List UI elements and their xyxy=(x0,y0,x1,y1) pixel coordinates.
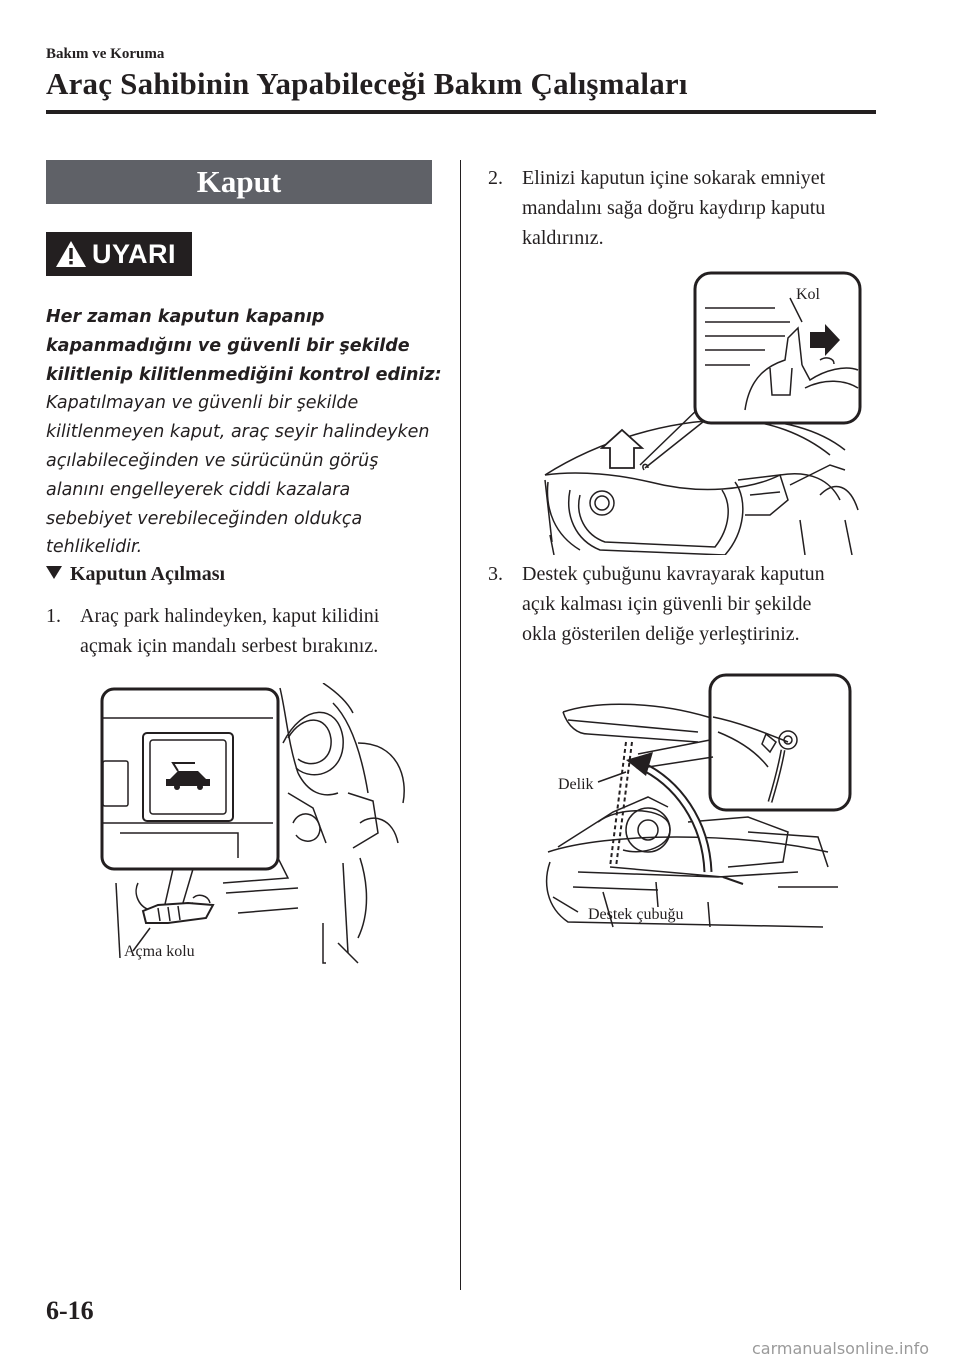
triangle-marker-icon xyxy=(46,566,62,579)
warning-body-line: tehlikelidir. xyxy=(46,537,143,558)
section-label: Bakım ve Koruma xyxy=(46,46,165,62)
subheading-text: Kaputun Açılması xyxy=(70,563,226,585)
support-rod-figure xyxy=(538,672,853,934)
warning-text xyxy=(46,303,442,562)
step-line: Destek çubuğunu kavrayarak kaputun xyxy=(522,563,825,585)
step-1 xyxy=(46,602,446,662)
warning-bold-line: kapanmadığını ve güvenli bir şekilde xyxy=(46,335,410,356)
figure-label-hole: Delik xyxy=(558,776,594,793)
column-divider xyxy=(460,160,461,1290)
page-number: 6-16 xyxy=(46,1296,94,1325)
chapter-title: Araç Sahibinin Yapabileceği Bakım Çalışmaları xyxy=(46,66,688,101)
warning-body-line: alanını engelleyerek ciddi kazalara xyxy=(46,479,351,500)
step-line: açık kalması için güvenli bir şekilde xyxy=(522,593,812,615)
safety-catch-figure xyxy=(540,270,865,555)
step-3 xyxy=(488,560,888,650)
step-number: 2. xyxy=(488,167,503,189)
step-line: açmak için mandalı serbest bırakınız. xyxy=(80,635,379,657)
figure-label-release-lever: Açma kolu xyxy=(124,943,195,960)
step-line: okla gösterilen deliğe yerleştiriniz. xyxy=(522,623,800,645)
figure-label-lever: Kol xyxy=(796,286,820,303)
warning-triangle-icon xyxy=(54,239,88,269)
figure-label-support-rod: Destek çubuğu xyxy=(588,906,684,923)
step-2 xyxy=(488,164,888,254)
subheading xyxy=(46,563,225,586)
warning-body-line: Kapatılmayan ve güvenli bir şekilde xyxy=(46,393,359,414)
warning-label: UYARI xyxy=(92,238,177,269)
step-line: mandalını sağa doğru kaydırıp kaputu xyxy=(522,197,826,219)
hood-release-figure xyxy=(98,683,418,968)
warning-badge xyxy=(46,232,192,276)
warning-body-line: sebebiyet verebileceğinden oldukça xyxy=(46,508,363,529)
banner-title: Kaput xyxy=(196,164,282,199)
warning-body-line: açılabileceğinden ve sürücünün görüş xyxy=(46,450,379,471)
warning-bold-line: Her zaman kaputun kapanıp xyxy=(46,307,325,327)
step-line: Elinizi kaputun içine sokarak emniyet xyxy=(522,167,826,189)
step-number: 1. xyxy=(46,605,61,627)
step-number: 3. xyxy=(488,563,503,585)
step-line: kaldırınız. xyxy=(522,227,604,249)
step-line: Araç park halindeyken, kaput kilidini xyxy=(80,605,380,627)
header-rule xyxy=(46,110,876,114)
footer-watermark: carmanualsonline.info xyxy=(752,1339,930,1358)
kaput-banner xyxy=(46,160,432,204)
warning-body-line: kilitlenmeyen kaput, araç seyir halindeyken xyxy=(46,422,430,443)
warning-bold-line: kilitlenip kilitlenmediğini kontrol ediniz: xyxy=(46,364,442,385)
